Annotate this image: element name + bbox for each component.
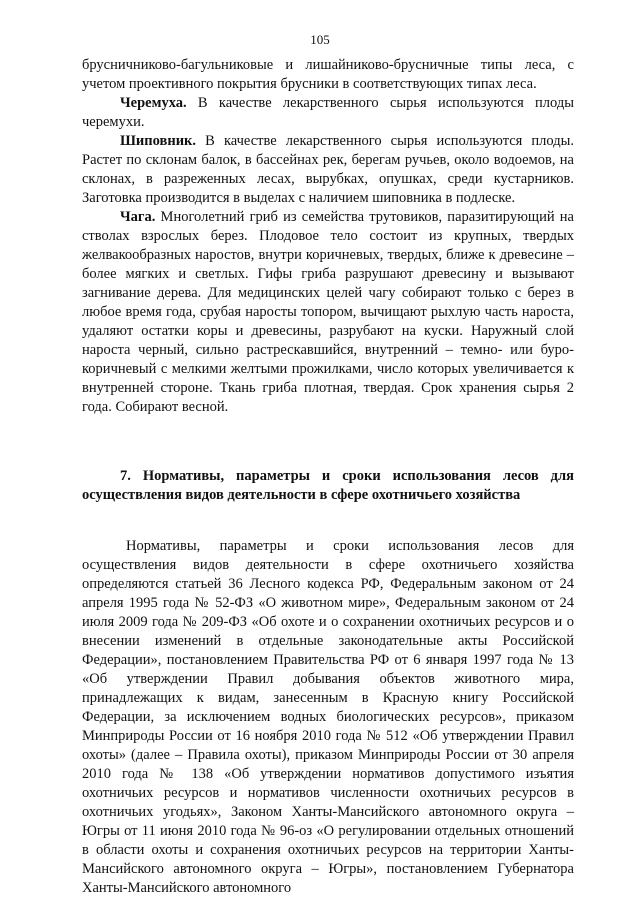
page-number: 105 xyxy=(310,32,330,47)
term-shipovnik: Шиповник. xyxy=(120,133,197,149)
section-heading: 7. Нормативы, параметры и сроки использования лесов для осуществления видов деятельности в сфере охотничьего хозяйства xyxy=(82,468,574,503)
term-cheremukha: Черемуха. xyxy=(120,95,187,111)
paragraph-chaga xyxy=(82,208,574,417)
paragraph-cheremukha xyxy=(82,94,574,132)
term-chaga: Чага. xyxy=(120,209,156,225)
paragraph-intro: брусничниково-багульниковые и лишайниково-брусничные типы леса, с учетом проективного покрытия брусники в соответствующих типах леса. xyxy=(82,57,574,92)
chaga-text: Многолетний гриб из семейства трутовиков, паразитирующий на стволах взрослых берез. Плодовое тело состоит из крупных, твердых желвакообразных наростов, внутри коричневых, твердых, ближе к древесине – более мягких и светлых. Гифы гриба разрушают древесину и вызывают загнивание дерева. Для медицинских целей чагу собирают только с берез в любое время года, срубая наросты топором, вычищают рыхлую часть нароста, удаляют остатки коры и древесины, разрубают на куски. Наружный слой нароста черный, сильно растрескавшийся, внутренний – темно- или буро-коричневый с мелкими желтыми прожилками, число которых увеличивается к внутренней стороне. Ткань гриба плотная, твердая. Срок хранения сырья 2 года. Собирают весной. xyxy=(82,209,574,415)
paragraph-shipovnik xyxy=(82,132,574,208)
document-body xyxy=(82,56,574,898)
paragraph-section-body: Нормативы, параметры и сроки использования лесов для осуществления видов деятельности в сфере охотничьего хозяйства определяются статьей 36 Лесного кодекса РФ, Федеральным законом от 24 апреля 1995 года № 52-ФЗ «О животном мире», Федеральным законом от 24 июля 2009 года № 209-ФЗ «Об охоте и о сохранении охотничьих ресурсов и о внесении изменений в отдельные законодательные акты Российской Федерации», постановлением Правительства РФ от 6 января 1997 года № 13 «Об утверждении Правил добывания объектов животного мира, принадлежащих к видам, занесенным в Красную книгу Российской Федерации, за исключением водных биологических ресурсов», приказом Минприроды России от 16 ноября 2010 года № 512 «Об утверждении Правил охоты» (далее – Правила охоты), приказом Минприроды России от 30 апреля 2010 года № 138 «Об утверждении нормативов допустимого изъятия охотничьих ресурсов и нормативов численности охотничьих ресурсов в охотничьих угодьях», Законом Ханты-Мансийского автономного округа – Югры от 11 июня 2010 года № 96-оз «О регулировании отдельных отношений в области охоты и сохранения охотничьих ресурсов на территории Ханты-Мансийского автономного округа – Югры», постановлением Губернатора Ханты-Мансийского автономного xyxy=(82,538,574,896)
cheremukha-text: В качестве лекарственного сырья используются плоды черемухи. xyxy=(82,95,574,130)
shipovnik-text: В качестве лекарственного сырья используются плоды. Растет по склонам балок, в бассейнах рек, берегам ручьев, около водоемов, на склонах, в разреженных лесах, вырубках, опушках, среди кустарников. Заготовка производится в выделах с наличием шиповника в подлеске. xyxy=(82,133,574,206)
